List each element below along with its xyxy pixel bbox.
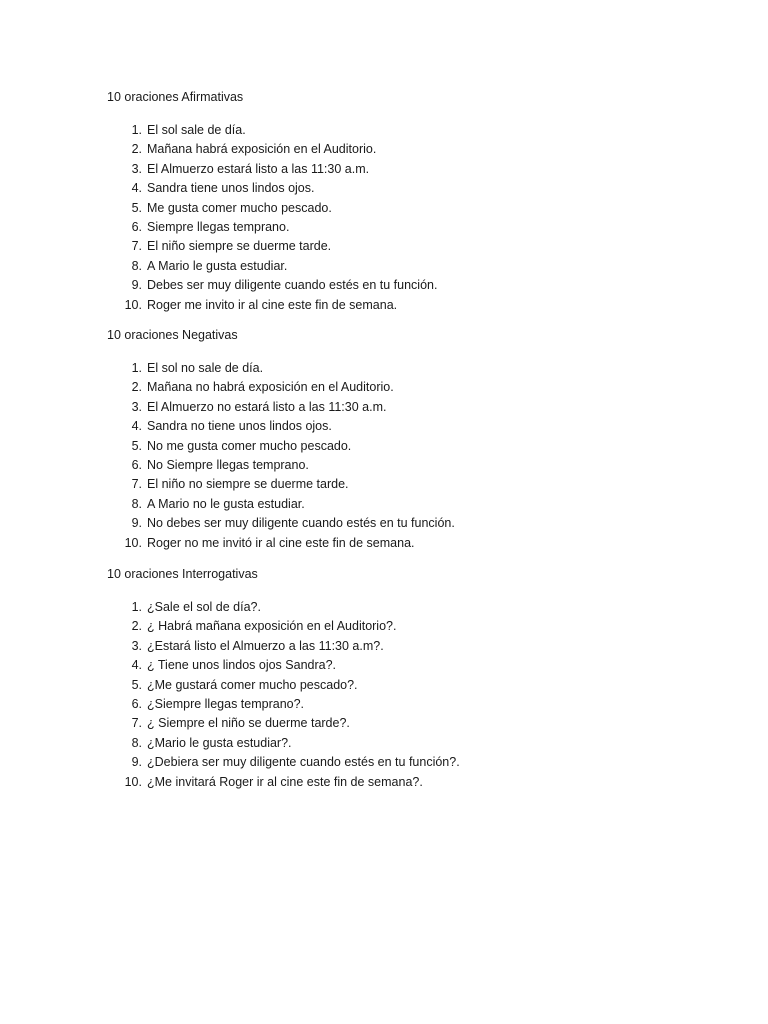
item-number: 2.: [131, 619, 142, 634]
item-number: 6.: [131, 696, 142, 711]
list-item: [107, 378, 455, 397]
item-text: ¿ Siempre el niño se duerme tarde?.: [147, 716, 350, 731]
list-item: [107, 734, 460, 753]
item-text: No Siempre llegas temprano.: [147, 457, 309, 472]
item-number: 7.: [131, 239, 142, 254]
item-number: 9.: [131, 516, 142, 531]
item-text: Siempre llegas temprano.: [147, 219, 290, 234]
item-text: El niño no siempre se duerme tarde.: [147, 477, 349, 492]
list-item: [107, 475, 455, 494]
item-text: Debes ser muy diligente cuando estés en tu función.: [147, 278, 438, 293]
item-number: 7.: [131, 716, 142, 731]
list-item: [107, 695, 460, 714]
item-text: ¿ Tiene unos lindos ojos Sandra?.: [147, 658, 337, 673]
list-item: [107, 437, 455, 456]
item-text: Mañana habrá exposición en el Auditorio.: [147, 142, 377, 157]
section-interrogativas: [107, 566, 707, 789]
item-text: No debes ser muy diligente cuando estés en tu función.: [147, 516, 455, 531]
item-number: 5.: [131, 200, 142, 215]
item-number: 1.: [131, 361, 142, 375]
item-text: A Mario no le gusta estudiar.: [147, 496, 305, 511]
list-item: [107, 257, 437, 276]
list-item: [107, 218, 437, 237]
item-text: Sandra tiene unos lindos ojos.: [147, 181, 315, 196]
item-number: 10.: [124, 535, 142, 550]
section-afirmativas: [107, 89, 707, 312]
item-text: Me gusta comer mucho pescado.: [147, 200, 332, 215]
list-item: [107, 656, 460, 675]
list-item: [107, 534, 455, 553]
item-number: 5.: [131, 438, 142, 453]
list-item: [107, 199, 437, 218]
item-text: ¿Me invitará Roger ir al cine este fin de semana?.: [147, 774, 423, 789]
item-number: 10.: [124, 774, 142, 789]
item-text: El Almuerzo no estará listo a las 11:30 a.m.: [147, 399, 387, 414]
list-item: [107, 160, 437, 179]
list-item: [107, 637, 460, 656]
item-number: 1.: [131, 600, 142, 614]
item-number: 8.: [131, 258, 142, 273]
item-text: ¿Mario le gusta estudiar?.: [147, 735, 292, 750]
item-text: ¿Siempre llegas temprano?.: [147, 696, 305, 711]
item-text: ¿Estará listo el Almuerzo a las 11:30 a.m?.: [147, 638, 384, 653]
item-text: Mañana no habrá exposición en el Auditorio.: [147, 380, 394, 395]
sentence-list: [107, 121, 437, 315]
list-item: [107, 359, 455, 378]
item-number: 8.: [131, 496, 142, 511]
item-text: ¿Debiera ser muy diligente cuando estés en tu función?.: [147, 755, 460, 770]
list-item: [107, 237, 437, 256]
item-number: 8.: [131, 735, 142, 750]
item-text: ¿Sale el sol de día?.: [147, 600, 261, 614]
item-number: 5.: [131, 677, 142, 692]
item-number: 4.: [131, 419, 142, 434]
list-item: [107, 276, 437, 295]
section-title: 10 oraciones Negativas: [107, 328, 238, 342]
item-text: El sol sale de día.: [147, 123, 246, 137]
list-item: [107, 398, 455, 417]
item-number: 7.: [131, 477, 142, 492]
item-text: A Mario le gusta estudiar.: [147, 258, 288, 273]
item-number: 1.: [131, 123, 142, 137]
item-number: 2.: [131, 380, 142, 395]
item-text: El Almuerzo estará listo a las 11:30 a.m.: [147, 161, 370, 176]
item-text: El niño siempre se duerme tarde.: [147, 239, 332, 254]
item-text: Sandra no tiene unos lindos ojos.: [147, 419, 332, 434]
item-number: 2.: [131, 142, 142, 157]
item-number: 3.: [131, 161, 142, 176]
item-number: 4.: [131, 658, 142, 673]
section-title: 10 oraciones Afirmativas: [107, 90, 244, 104]
list-item: [107, 140, 437, 159]
list-item: [107, 514, 455, 533]
list-item: [107, 714, 460, 733]
item-number: 6.: [131, 219, 142, 234]
section-negativas: [107, 327, 707, 550]
list-item: [107, 495, 455, 514]
list-item: [107, 773, 460, 792]
item-text: ¿ Habrá mañana exposición en el Auditorio?.: [147, 619, 397, 634]
section-title: 10 oraciones Interrogativas: [107, 567, 258, 581]
list-item: [107, 121, 437, 140]
item-number: 9.: [131, 278, 142, 293]
item-number: 3.: [131, 399, 142, 414]
item-text: Roger me invito ir al cine este fin de semana.: [147, 297, 398, 312]
item-number: 6.: [131, 457, 142, 472]
item-number: 9.: [131, 755, 142, 770]
item-text: El sol no sale de día.: [147, 361, 264, 375]
list-item: [107, 753, 460, 772]
sentence-list: [107, 598, 460, 792]
item-text: ¿Me gustará comer mucho pescado?.: [147, 677, 358, 692]
list-item: [107, 417, 455, 436]
list-item: [107, 676, 460, 695]
list-item: [107, 456, 455, 475]
list-item: [107, 296, 437, 315]
item-text: Roger no me invitó ir al cine este fin de semana.: [147, 535, 415, 550]
list-item: [107, 598, 460, 617]
item-number: 10.: [124, 297, 142, 312]
list-item: [107, 617, 460, 636]
item-number: 4.: [131, 181, 142, 196]
item-text: No me gusta comer mucho pescado.: [147, 438, 352, 453]
sentence-list: [107, 359, 455, 553]
item-number: 3.: [131, 638, 142, 653]
list-item: [107, 179, 437, 198]
